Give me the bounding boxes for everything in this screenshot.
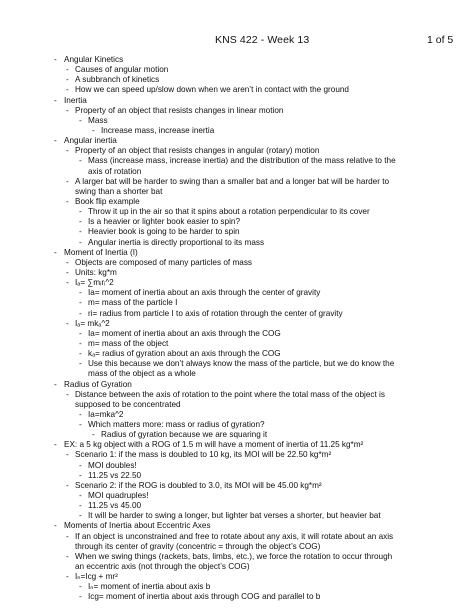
bullet-marker: - [54, 95, 57, 105]
outline-line [0, 268, 474, 278]
outline-line [0, 96, 474, 106]
outline-notes [0, 55, 474, 603]
outline-line-text: Moment of Inertia (I) [64, 247, 138, 257]
bullet-marker: - [79, 227, 82, 237]
outline-line [0, 461, 474, 471]
bullet-marker: - [66, 105, 69, 115]
bullet-marker: - [54, 440, 57, 450]
outline-line-text: Angular inertia [64, 136, 117, 146]
outline-line-text: Distance between the axis of rotation to the point where the total mass of the object is [75, 389, 385, 399]
bullet-marker: - [66, 176, 69, 186]
outline-line-text: m= mass of the particle I [88, 298, 178, 308]
outline-line [0, 359, 474, 369]
outline-line-text: Iₐ= ∑mᵢrᵢ^2 [75, 278, 114, 288]
bullet-marker: - [79, 115, 82, 125]
outline-line-text: MOI doubles! [88, 460, 137, 470]
outline-line [0, 532, 474, 542]
bullet-marker: - [79, 491, 82, 501]
outline-line-text: through its center of gravity (concentric = through the object’s COG) [75, 541, 321, 551]
bullet-marker: - [79, 328, 82, 338]
outline-line [0, 106, 474, 116]
outline-line-text: mass of the object as a whole [88, 369, 196, 379]
outline-line-text: Causes of angular motion [75, 65, 169, 75]
bullet-marker: - [54, 521, 57, 531]
outline-line [0, 521, 474, 531]
bullet-marker: - [66, 318, 69, 328]
outline-line-text: A subbranch of kinetics [75, 75, 160, 85]
outline-line-text: Objects are composed of many particles of mass [75, 257, 253, 267]
bullet-marker: - [79, 470, 82, 480]
bullet-marker: - [66, 389, 69, 399]
bullet-marker: - [66, 267, 69, 277]
page-number: 1 of 5 [427, 34, 454, 46]
outline-line [0, 471, 474, 481]
outline-line [0, 410, 474, 420]
outline-line-text: Use this because we don’t always know the mass of the particle, but we do know the [88, 359, 395, 369]
outline-line-text: 11.25 vs 45.00 [88, 501, 142, 511]
outline-line [0, 501, 474, 511]
outline-line [0, 572, 474, 582]
outline-line [0, 319, 474, 329]
outline-line [0, 167, 474, 177]
outline-line-text: Property of an object that resists changes in linear motion [75, 105, 284, 115]
bullet-marker: - [66, 480, 69, 490]
outline-line-text: Angular Kinetics [64, 55, 124, 64]
bullet-marker: - [66, 572, 69, 582]
outline-line [0, 380, 474, 390]
outline-line-text: m= mass of the object [88, 338, 169, 348]
bullet-marker: - [79, 207, 82, 217]
outline-line [0, 430, 474, 440]
page-header-title: KNS 422 - Week 13 [215, 34, 310, 46]
bullet-marker: - [54, 55, 57, 64]
outline-line [0, 339, 474, 349]
outline-line [0, 481, 474, 491]
outline-line [0, 542, 474, 552]
bullet-marker: - [66, 531, 69, 541]
outline-line-text: swing than a shorter bat [75, 186, 163, 196]
outline-line-text: Property of an object that resists changes in angular (rotary) motion [75, 146, 320, 156]
bullet-marker: - [79, 592, 82, 602]
outline-line [0, 369, 474, 379]
outline-line [0, 116, 474, 126]
bullet-marker: - [79, 156, 82, 166]
bullet-marker: - [79, 308, 82, 318]
outline-line-text: When we swing things (rackets, bats, limbs, etc.), we force the rotation to occur through [75, 551, 393, 561]
bullet-marker: - [66, 551, 69, 561]
bullet-marker: - [54, 379, 57, 389]
outline-line [0, 420, 474, 430]
outline-line [0, 136, 474, 146]
outline-line [0, 309, 474, 319]
outline-line [0, 592, 474, 602]
outline-line [0, 55, 474, 65]
outline-line-text: Ia= moment of inertia about an axis through the center of gravity [88, 288, 321, 298]
bullet-marker: - [79, 511, 82, 521]
outline-line [0, 450, 474, 460]
outline-line-text: Heavier book is going to be harder to spin [88, 227, 240, 237]
outline-line [0, 562, 474, 572]
outline-line [0, 582, 474, 592]
bullet-marker: - [79, 582, 82, 592]
outline-line [0, 349, 474, 359]
outline-line-text: Iₐ= mkₐ^2 [75, 318, 110, 328]
outline-line-text: Moments of Inertia about Eccentric Axes [64, 521, 211, 531]
outline-line-text: Inertia [64, 95, 87, 105]
outline-line-text: kₐ= radius of gyration about an axis through the COG [88, 349, 281, 359]
bullet-marker: - [79, 409, 82, 419]
outline-line [0, 177, 474, 187]
outline-line-text: Is a heavier or lighter book easier to spin? [88, 217, 241, 227]
outline-line [0, 248, 474, 258]
outline-line [0, 298, 474, 308]
outline-line [0, 491, 474, 501]
outline-line-text: Scenario 2: if the ROG is doubled to 3.0, its MOI will be 45.00 kg*m² [75, 480, 322, 490]
outline-line-text: an eccentric axis (not through the object’s COG) [75, 562, 250, 572]
bullet-marker: - [66, 257, 69, 267]
outline-line [0, 197, 474, 207]
outline-line-text: Throw it up in the air so that it spins about a rotation perpendicular to its cover [88, 207, 370, 217]
outline-line [0, 329, 474, 339]
outline-line-text: MOI quadruples! [88, 491, 149, 501]
outline-line [0, 511, 474, 521]
outline-line-text: axis of rotation [88, 166, 142, 176]
bullet-marker: - [79, 298, 82, 308]
outline-line [0, 288, 474, 298]
bullet-marker: - [79, 501, 82, 511]
outline-line-text: Ia= moment of inertia about an axis through the COG [88, 328, 281, 338]
bullet-marker: - [54, 136, 57, 146]
bullet-marker: - [66, 196, 69, 206]
outline-line [0, 146, 474, 156]
outline-line-text: Radius of Gyration [64, 379, 132, 389]
outline-line [0, 552, 474, 562]
bullet-marker: - [66, 75, 69, 85]
outline-line-text: 11.25 vs 22.50 [88, 470, 142, 480]
outline-line-text: Iₙ= moment of inertia about axis b [88, 582, 211, 592]
outline-line [0, 278, 474, 288]
outline-line [0, 258, 474, 268]
outline-line-text: Icg= moment of inertia about axis through COG and parallel to b [88, 592, 321, 602]
bullet-marker: - [79, 359, 82, 369]
outline-line-text: If an object is unconstrained and free to rotate about any axis, it will rotate about an axis [75, 531, 394, 541]
outline-line [0, 156, 474, 166]
outline-line [0, 217, 474, 227]
outline-line-text: ri= radius from particle I to axis of rotation through the center of gravity [88, 308, 343, 318]
bullet-marker: - [66, 278, 69, 288]
outline-line-text: Radius of gyration because we are squaring it [101, 430, 268, 440]
outline-line [0, 440, 474, 450]
outline-line-text: Scenario 1: if the mass is doubled to 10 kg, its MOI will be 22.50 kg*m² [75, 450, 332, 460]
bullet-marker: - [66, 85, 69, 95]
bullet-marker: - [66, 146, 69, 156]
outline-line-text: Iₙ=Icg + mr² [75, 572, 118, 582]
outline-line-text: Book flip example [75, 196, 140, 206]
outline-line-text: Increase mass, increase inertia [101, 125, 215, 135]
outline-line-text: Which matters more: mass or radius of gyration? [88, 420, 265, 430]
outline-line [0, 227, 474, 237]
bullet-marker: - [66, 450, 69, 460]
bullet-marker: - [92, 430, 95, 440]
outline-line-text: Ia=mka^2 [88, 409, 124, 419]
bullet-marker: - [66, 65, 69, 75]
outline-line-text: Mass (increase mass, increase inertia) and the distribution of the mass relative to the [88, 156, 396, 166]
bullet-marker: - [92, 125, 95, 135]
outline-line [0, 126, 474, 136]
outline-line-text: How we can speed up/slow down when we aren’t in contact with the ground [75, 85, 349, 95]
outline-line [0, 75, 474, 85]
outline-line [0, 187, 474, 197]
outline-line [0, 65, 474, 75]
bullet-marker: - [79, 349, 82, 359]
outline-line [0, 400, 474, 410]
outline-line-text: Angular inertia is directly proportional to its mass [88, 237, 265, 247]
outline-line [0, 390, 474, 400]
bullet-marker: - [54, 247, 57, 257]
outline-line-text: It will be harder to swing a longer, but lighter bat verses a shorter, but heavier bat [88, 511, 381, 521]
bullet-marker: - [79, 237, 82, 247]
outline-line-text: Units: kg*m [75, 267, 117, 277]
bullet-marker: - [79, 288, 82, 298]
outline-line-text: EX: a 5 kg object with a ROG of 1.5 m will have a moment of inertia of 11.25 kg*m² [64, 440, 364, 450]
outline-line [0, 207, 474, 217]
outline-line-text: Mass [88, 115, 108, 125]
bullet-marker: - [79, 217, 82, 227]
outline-line [0, 238, 474, 248]
outline-line-text: supposed to be concentrated [75, 399, 181, 409]
outline-line [0, 85, 474, 95]
outline-line-text: A larger bat will be harder to swing than a smaller bat and a longer bat will be harder to [75, 176, 390, 186]
bullet-marker: - [79, 420, 82, 430]
bullet-marker: - [79, 460, 82, 470]
bullet-marker: - [79, 338, 82, 348]
